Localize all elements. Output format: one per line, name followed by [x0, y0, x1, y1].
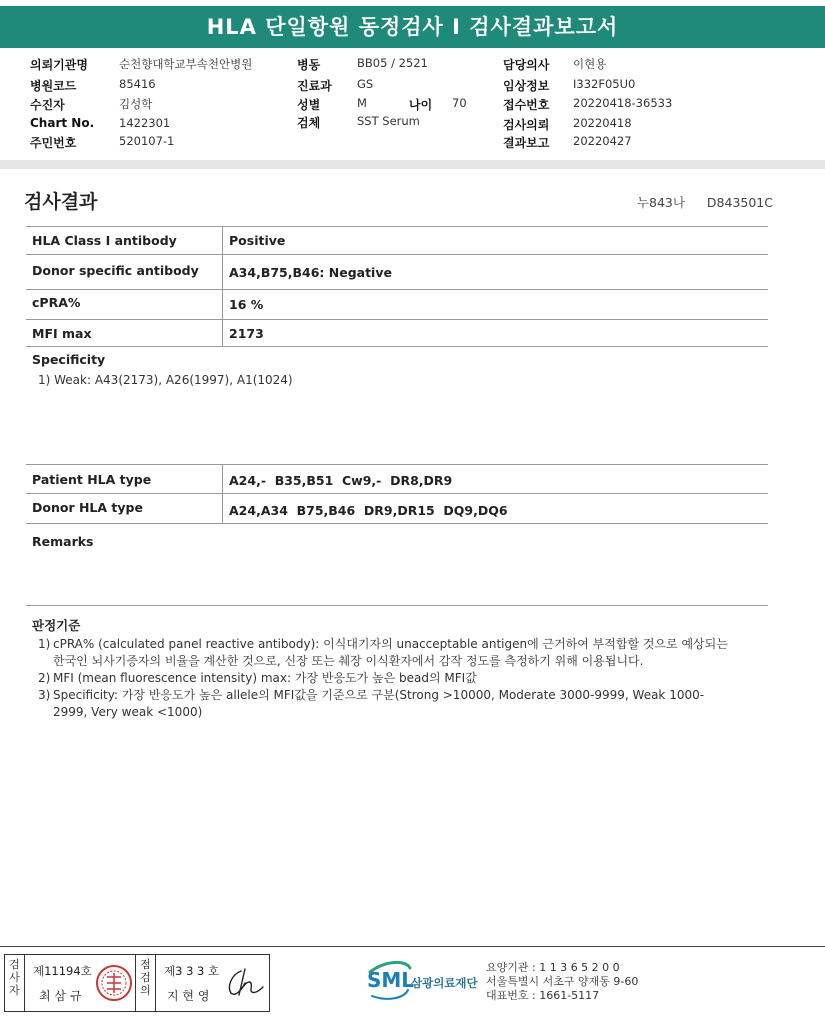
criteria-label: 판정기준 — [32, 618, 81, 633]
criteria-text: MFI (mean fluorescence intensity) max: 가장 반응도가 높은 bead의 MFI값 — [53, 671, 477, 685]
doctor: 이현용 — [573, 57, 607, 71]
report-title: HLA 단일항원 동정검사 I 검사결과보고서 — [0, 6, 825, 48]
criteria-list — [38, 636, 738, 721]
info-label: Chart No. — [30, 116, 95, 130]
info-label: 진료과 — [297, 79, 332, 93]
resident-no: 520107-1 — [119, 134, 175, 148]
reviewer-label-text: 점검의 — [140, 958, 151, 997]
info-label: 수진자 — [30, 98, 65, 112]
info-label: 의뢰기관명 — [30, 58, 88, 72]
patient-info — [0, 54, 825, 154]
patient-name: 김성학 — [119, 97, 153, 111]
info-label: 담당의사 — [503, 58, 550, 72]
signature-icon — [225, 965, 267, 1001]
info-label: 병동 — [297, 58, 321, 72]
results-table — [26, 226, 768, 347]
row-key: HLA Class I antibody — [32, 233, 177, 248]
report-date: 20220427 — [573, 134, 632, 148]
sml-logo-text: SML — [367, 968, 415, 992]
criteria-item — [38, 687, 738, 721]
info-label: 결과보고 — [503, 136, 550, 150]
info-label: 임상정보 — [503, 79, 550, 93]
department: GS — [357, 77, 374, 91]
ward: BB05 / 2521 — [357, 56, 428, 70]
org-name: 삼광의료재단 — [411, 976, 478, 990]
examiner-name: 최 삼 규 — [39, 989, 82, 1003]
report-ids — [619, 193, 773, 211]
examiner-label-text: 검사자 — [9, 958, 20, 997]
divider — [26, 605, 768, 606]
row-key: Donor specific antibody — [32, 263, 199, 278]
row-key: Patient HLA type — [32, 472, 152, 487]
divider-band — [0, 160, 825, 169]
institution-info — [486, 961, 638, 1003]
sex: M — [357, 96, 367, 110]
table-row — [26, 494, 768, 524]
reviewer-label — [136, 955, 156, 1011]
table-row — [26, 320, 768, 347]
criteria-num: 1) — [38, 637, 51, 651]
table-row — [26, 465, 768, 494]
row-key: MFI max — [32, 326, 92, 341]
report-id: 누843나 — [636, 195, 685, 210]
row-value: 2173 — [222, 320, 264, 346]
info-label: 성별 — [297, 98, 321, 112]
signature-box — [4, 954, 270, 1012]
examiner-no: 제11194호 — [33, 964, 92, 978]
table-row — [26, 227, 768, 255]
info-label: 주민번호 — [30, 136, 77, 150]
specificity-label: Specificity — [32, 352, 106, 367]
age: 70 — [452, 96, 467, 110]
hla-type-table — [26, 464, 768, 524]
table-row — [26, 255, 768, 290]
specificity-item: 1) Weak: A43(2173), A26(1997), A1(1024) — [38, 373, 293, 387]
info-label: 병원코드 — [30, 79, 77, 93]
criteria-num: 2) — [38, 671, 51, 685]
request-date: 20220418 — [573, 116, 632, 130]
address: 서울특별시 서초구 양재동 9-60 — [486, 975, 639, 988]
section-title: 검사결과 — [24, 191, 98, 213]
institution-code: 요양기관 : 1 1 3 6 5 2 0 0 — [486, 961, 620, 974]
reviewer-name: 지 현 영 — [167, 989, 210, 1003]
row-key: Donor HLA type — [32, 500, 143, 515]
row-value: Positive — [222, 227, 285, 254]
criteria-item — [38, 636, 738, 670]
row-value: A24,A34 B75,B46 DR9,DR15 DQ9,DQ6 — [222, 494, 508, 523]
examiner-seal-icon — [95, 963, 133, 1003]
footer-divider — [0, 946, 825, 947]
info-label: 접수번호 — [503, 98, 550, 112]
info-label: 나이 — [409, 98, 433, 112]
phone: 대표번호 : 1661-5117 — [486, 989, 600, 1002]
criteria-item — [38, 670, 738, 687]
criteria-text: cPRA% (calculated panel reactive antibody): 이식대기자의 unacceptable antigen에 근거하여 부적합할 것으로 예상되는 한국인 뇌사기증자의 비율을 계산한 것으로, 신장 또는 췌장 이식환자에서 감작 정도를 측정하기 위해 이용됩니다. — [53, 637, 728, 668]
info-label: 검체 — [297, 116, 321, 130]
row-value: A34,B75,B46: Negative — [222, 255, 392, 289]
chart-no: 1422301 — [119, 116, 171, 130]
hospital-code: 85416 — [119, 77, 156, 91]
criteria-text: Specificity: 가장 반응도가 높은 allele의 MFI값을 기준으로 구분(Strong >10000, Moderate 3000-9999, Weak 1000-2999, Very weak <1000) — [53, 688, 705, 719]
hospital-name: 순천향대학교부속천안병원 — [119, 57, 253, 71]
reviewer-no: 제3 3 3 호 — [164, 964, 220, 978]
receipt-no: 20220418-36533 — [573, 96, 673, 110]
remarks-label: Remarks — [32, 534, 94, 549]
info-label: 검사의뢰 — [503, 118, 550, 132]
criteria-num: 3) — [38, 688, 51, 702]
examiner-label — [5, 955, 25, 1011]
clinical-info: I332F05U0 — [573, 77, 636, 91]
table-row — [26, 290, 768, 320]
specimen: SST Serum — [357, 114, 420, 128]
row-value: 16 % — [222, 290, 263, 319]
row-value: A24,- B35,B51 Cw9,- DR8,DR9 — [222, 465, 452, 493]
row-key: cPRA% — [32, 295, 81, 310]
report-id: D843501C — [706, 195, 773, 210]
